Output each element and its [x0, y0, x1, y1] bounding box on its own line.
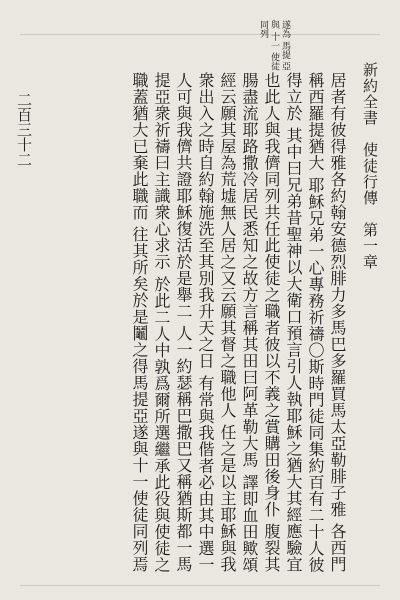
top-note-text: 馬提	[280, 40, 290, 59]
text-column: 其中曰兄弟昔聖神以大衛口預言引人執耶穌之猶大其經應驗宜	[284, 127, 303, 573]
text-column: 於此二人中孰爲爾所選繼承此役與使徒之職蓋猶大已棄此職而	[130, 72, 171, 573]
text-column: 有常與我偕者必由其中選一人可與我儕共證耶穌復活於是舉二	[174, 72, 215, 573]
text-column: 腹裂其腸盡流耶路撒冷居民悉知之故方言稱其田曰阿革勒大馬	[240, 72, 281, 573]
text-column: 任之是以主耶穌與我衆出入之時自約翰施洗至其別我升天之日	[196, 72, 237, 573]
header-rule	[20, 0, 380, 35]
top-note-text: 同列	[258, 20, 268, 38]
top-note-text: 十一	[269, 31, 279, 50]
top-note-text: 遂為	[280, 20, 290, 38]
top-note	[230, 20, 290, 72]
page-number: 二百三十二	[15, 92, 33, 167]
scripture-text	[48, 72, 348, 582]
bottom-rule	[20, 585, 380, 586]
text-column: 也此人與我儕同列共任此使徒之職者彼以不義之賞購田後身仆	[262, 72, 281, 518]
running-title: 新約全書 使徒行傳 第一章	[361, 62, 379, 270]
text-column: 各西門稱西羅提猶大	[306, 72, 347, 573]
top-note-text: 使徒	[269, 52, 279, 71]
text-column: 往其所矣於是鬮之得馬提亞遂與十一使徒同列焉	[130, 226, 149, 573]
text-column: 人一約瑟稱巴撒巴又稱猶斯都一馬提亞衆祈禱曰主識衆心求示	[152, 72, 193, 573]
text-column: 譯即血田歟頌經云願其屋為荒墟無人居之又云願其督之職他人	[218, 72, 259, 573]
text-column: 耶穌兄弟一心專務祈禱〇斯時門徒同集約百有二十人彼得立於	[284, 72, 325, 573]
top-note-text: 亞與	[269, 20, 290, 71]
text-column: 居者有彼得雅各約翰安德烈腓力多馬巴多羅買馬太亞勒腓子雅	[328, 72, 347, 518]
